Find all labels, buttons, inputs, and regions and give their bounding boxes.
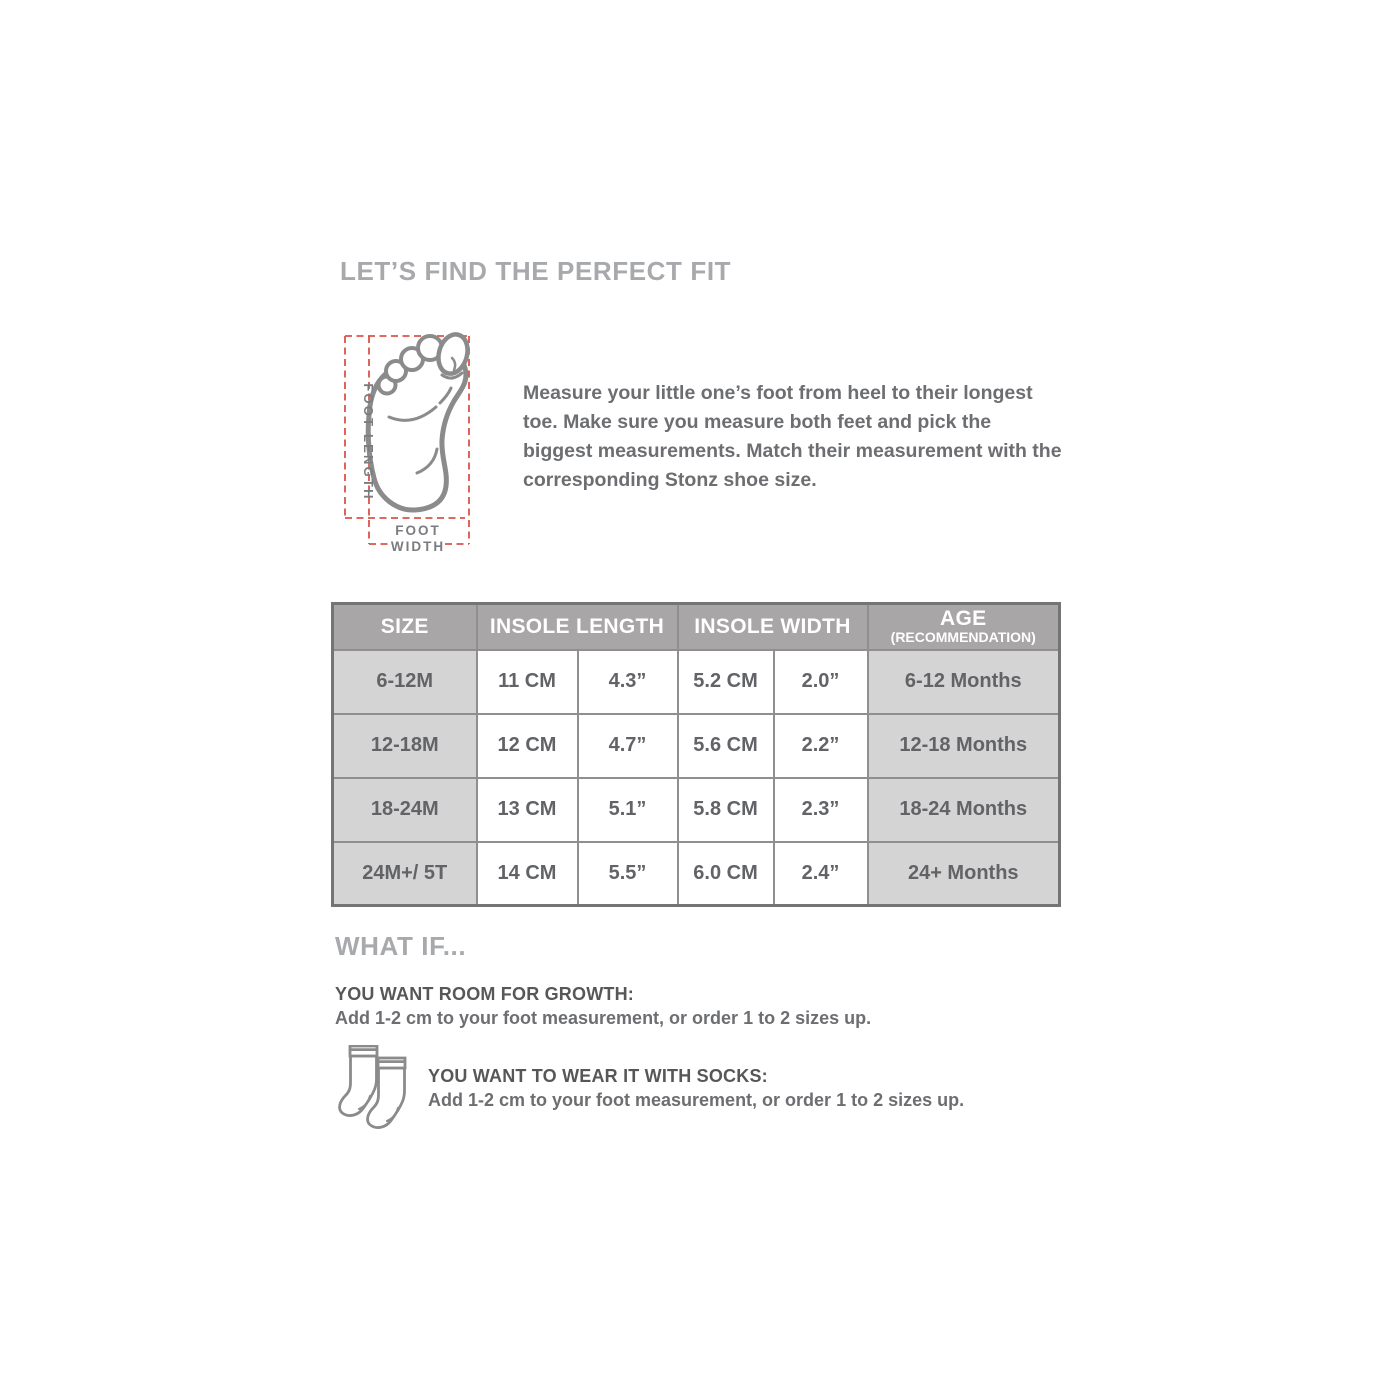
width-in-cell: 2.4” xyxy=(774,842,868,906)
col-header-size: SIZE xyxy=(333,604,477,650)
size-chart-table xyxy=(331,602,1061,907)
age-cell: 12-18 Months xyxy=(868,714,1060,778)
foot-length-label: FOOT LENGTH xyxy=(361,383,376,501)
size-cell: 24M+/ 5T xyxy=(333,842,477,906)
wear-with-socks-heading: YOU WANT TO WEAR IT WITH SOCKS: xyxy=(428,1066,768,1086)
foot-measurement-diagram xyxy=(339,328,487,562)
col-header-insole-width: INSOLE WIDTH xyxy=(678,604,868,650)
length-in-cell: 5.5” xyxy=(578,842,678,906)
length-in-cell: 5.1” xyxy=(578,778,678,842)
length-cm-cell: 11 CM xyxy=(477,650,578,714)
header-row xyxy=(333,604,1060,650)
foot-width-label-line1: FOOT xyxy=(395,523,441,538)
wear-with-socks-text: Add 1-2 cm to your foot measurement, or order 1 to 2 sizes up. xyxy=(428,1090,965,1110)
what-if-title: WHAT IF... xyxy=(335,931,467,961)
width-in-cell: 2.0” xyxy=(774,650,868,714)
page-title: LET’S FIND THE PERFECT FIT xyxy=(340,256,732,286)
age-cell: 24+ Months xyxy=(868,842,1060,906)
table-row xyxy=(333,842,1060,906)
age-header-sub: (RECOMMENDATION) xyxy=(890,629,1036,646)
width-in-cell: 2.3” xyxy=(774,778,868,842)
socks-icon xyxy=(336,1045,408,1135)
width-cm-cell: 5.6 CM xyxy=(678,714,774,778)
table-row xyxy=(333,714,1060,778)
table-row xyxy=(333,650,1060,714)
width-cm-cell: 5.2 CM xyxy=(678,650,774,714)
length-cm-cell: 14 CM xyxy=(477,842,578,906)
room-for-growth-text: Add 1-2 cm to your foot measurement, or order 1 to 2 sizes up. xyxy=(335,1008,872,1028)
length-in-cell: 4.3” xyxy=(578,650,678,714)
age-cell: 6-12 Months xyxy=(868,650,1060,714)
length-cm-cell: 12 CM xyxy=(477,714,578,778)
table-row xyxy=(333,778,1060,842)
measuring-instructions: Measure your little one’s foot from heel to their longest toe. Make sure you measure both feet and pick the biggest measurements. Match their measurement with the corresponding Stonz shoe size. xyxy=(523,382,1062,491)
foot-width-label-line2: WIDTH xyxy=(390,539,446,554)
room-for-growth-heading: YOU WANT ROOM FOR GROWTH: xyxy=(335,984,634,1004)
age-header-main: AGE xyxy=(940,607,987,631)
age-cell: 18-24 Months xyxy=(868,778,1060,842)
foot-icon xyxy=(368,331,472,510)
col-header-age xyxy=(868,604,1060,650)
width-cm-cell: 6.0 CM xyxy=(678,842,774,906)
size-cell: 18-24M xyxy=(333,778,477,842)
col-header-insole-length: INSOLE LENGTH xyxy=(477,604,678,650)
size-cell: 12-18M xyxy=(333,714,477,778)
size-cell: 6-12M xyxy=(333,650,477,714)
length-cm-cell: 13 CM xyxy=(477,778,578,842)
width-cm-cell: 5.8 CM xyxy=(678,778,774,842)
width-in-cell: 2.2” xyxy=(774,714,868,778)
length-in-cell: 4.7” xyxy=(578,714,678,778)
